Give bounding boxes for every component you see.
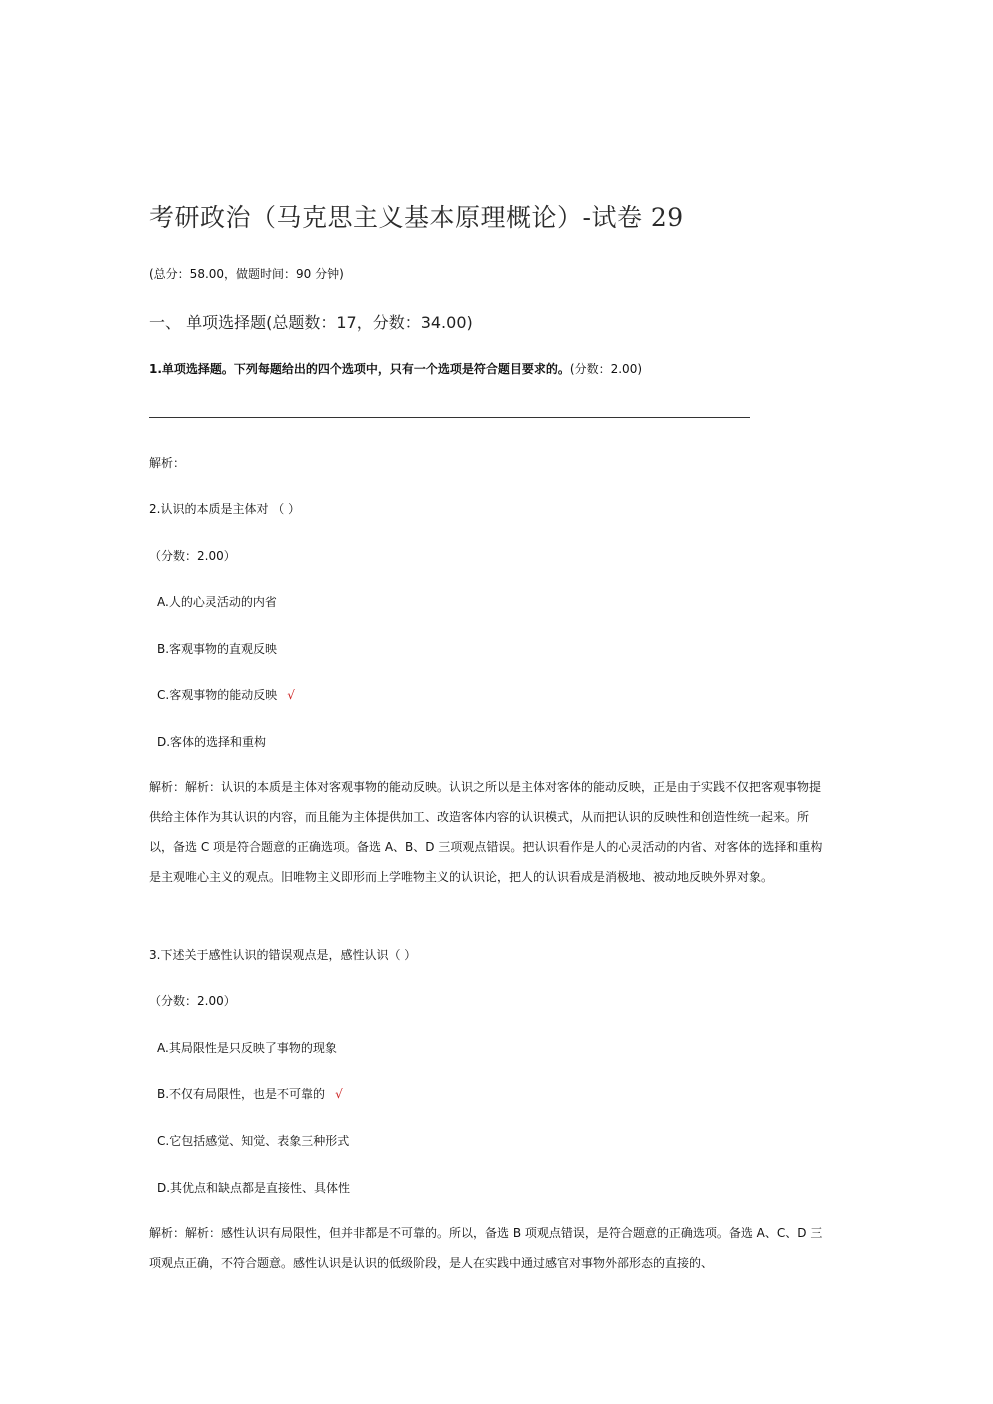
question-2-analysis: 解析：解析：认识的本质是主体对客观事物的能动反映。认识之所以是主体对客体的能动反映，正是由于实践不仅把客观事物提供给主体作为其认识的内容，而且能为主体提供加工、改造客体内容的认识模式，从而把认识的反映性和创造性统一起来。所以，备选 C 项是符合题意的正确选项。备选 A、B、D 三项观点错误。把认识看作是人的心灵活动的内省、对客体的选择和重构是主观唯心主义的观点。旧唯物主义即形而上学唯物主义的认识论，把人的认识看成是消极地、被动地反映外界对象。 [149, 780, 823, 884]
question-3-option-b-text: B.不仅有局限性，也是不可靠的 [157, 1087, 326, 1101]
question-3-score: （分数：2.00） [149, 994, 236, 1008]
question-2-option-d: D.客体的选择和重构 [157, 735, 267, 749]
question-2-score: （分数：2.00） [149, 549, 236, 563]
answer-blank-line [149, 417, 750, 418]
correct-check-icon: √ [287, 688, 295, 702]
question-3-option-c: C.它包括感觉、知觉、表象三种形式 [157, 1134, 350, 1148]
correct-check-icon: √ [335, 1087, 343, 1101]
question-2-option-a: A.人的心灵活动的内省 [157, 595, 277, 609]
question-3-option-b [157, 1085, 343, 1102]
question-3-stem: 3.下述关于感性认识的错误观点是，感性认识（ ） [149, 948, 417, 962]
page-title: 考研政治（马克思主义基本原理概论）-试卷 29 [149, 203, 684, 232]
question-2-option-c [157, 686, 295, 703]
question-2-option-b: B.客观事物的直观反映 [157, 642, 278, 656]
question-1-score: (分数：2.00) [569, 362, 643, 376]
exam-summary: (总分：58.00，做题时间：90 分钟) [149, 267, 344, 281]
question-1-analysis: 解析： [149, 456, 186, 470]
question-2-option-c-text: C.客观事物的能动反映 [157, 688, 278, 702]
question-1 [149, 360, 642, 377]
question-3-option-d: D.其优点和缺点都是直接性、具体性 [157, 1181, 351, 1195]
question-3-option-a: A.其局限性是只反映了事物的现象 [157, 1041, 337, 1055]
question-2-stem: 2.认识的本质是主体对 （ ） [149, 502, 301, 516]
question-3-analysis: 解析：解析：感性认识有局限性，但并非都是不可靠的。所以，备选 B 项观点错误，是符合题意的正确选项。备选 A、C、D 三项观点正确，不符合题意。感性认识是认识的低级阶段，是人在实践中通过感官对事物外部形态的直接的、 [149, 1226, 823, 1270]
section-heading: 一、 单项选择题(总题数：17，分数：34.00) [149, 313, 473, 332]
question-1-text: 1.单项选择题。下列每题给出的四个选项中，只有一个选项是符合题目要求的。 [149, 362, 570, 376]
